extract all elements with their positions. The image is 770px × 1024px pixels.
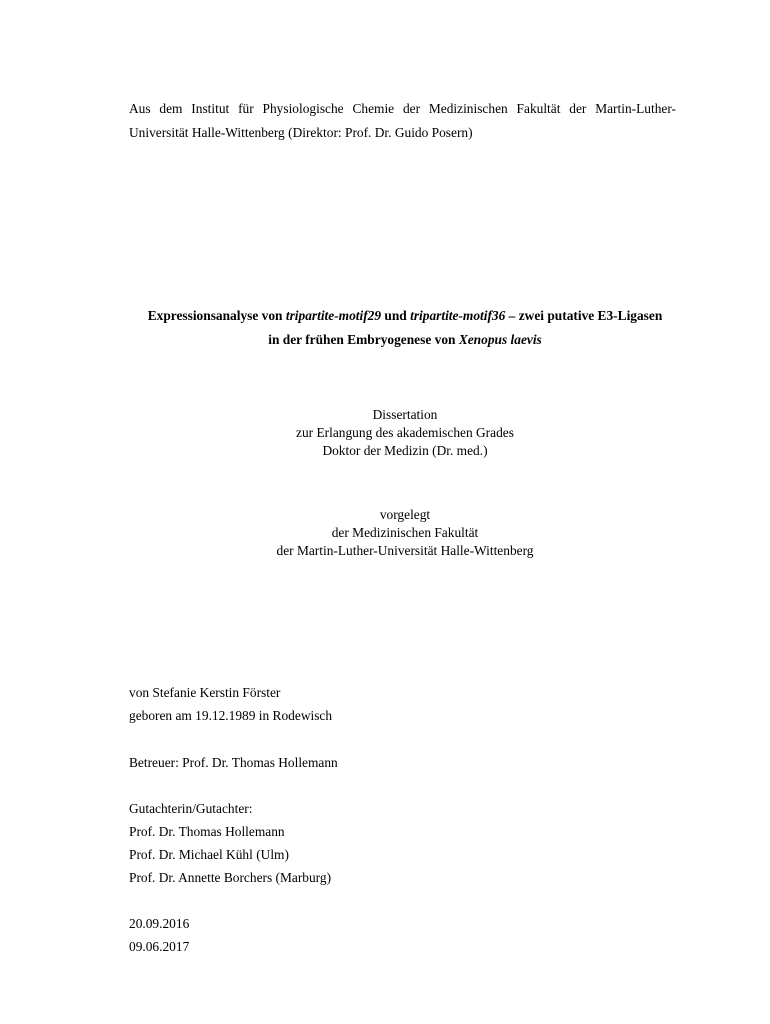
dissertation-line-3: Doktor der Medizin (Dr. med.)	[322, 443, 488, 458]
title-line-1	[110, 304, 700, 328]
submitted-line-1: vorgelegt	[379, 507, 431, 522]
date-1: 20.09.2016	[129, 916, 190, 931]
title-species: Xenopus laevis	[458, 332, 542, 347]
author-name: von Stefanie Kerstin Förster	[129, 685, 281, 700]
reviewers-block	[129, 797, 331, 889]
advisor-block	[129, 751, 338, 774]
institute-line-1: Aus dem Institut für Physiologische Chemie der Medizinischen Fakultät der Martin-Luther-	[129, 101, 676, 116]
reviewer-item: Prof. Dr. Thomas Hollemann	[129, 824, 285, 839]
thesis-title	[110, 304, 700, 352]
submitted-line-3: der Martin-Luther-Universität Halle-Wittenberg	[276, 543, 534, 558]
title-line-2	[110, 328, 700, 352]
dissertation-line-2: zur Erlangung des akademischen Grades	[296, 425, 514, 440]
title-line-2-text: in der frühen Embryogenese von	[268, 332, 459, 347]
institute-header	[129, 97, 676, 145]
reviewer-item: Prof. Dr. Michael Kühl (Ulm)	[129, 847, 289, 862]
submitted-line-2: der Medizinischen Fakultät	[331, 525, 479, 540]
title-gene-1: tripartite-motif29	[285, 308, 382, 323]
author-birth: geboren am 19.12.1989 in Rodewisch	[129, 708, 333, 723]
title-gene-2: tripartite-motif36	[410, 308, 506, 323]
reviewers-heading: Gutachterin/Gutachter:	[129, 801, 253, 816]
dates-block	[129, 912, 189, 958]
title-part-3: – zwei putative E3-Ligasen	[505, 308, 663, 323]
reviewer-item: Prof. Dr. Annette Borchers (Marburg)	[129, 870, 332, 885]
advisor-text: Betreuer: Prof. Dr. Thomas Hollemann	[129, 755, 338, 770]
author-block	[129, 681, 332, 727]
date-2: 09.06.2017	[129, 939, 190, 954]
institute-line-2: Universität Halle-Wittenberg (Direktor: Prof. Dr. Guido Posern)	[129, 125, 473, 140]
dissertation-block	[110, 406, 700, 460]
title-part-2: und	[381, 308, 411, 323]
submitted-block	[110, 506, 700, 560]
dissertation-line-1: Dissertation	[372, 407, 438, 422]
title-part-1: Expressionsanalyse von	[147, 308, 286, 323]
